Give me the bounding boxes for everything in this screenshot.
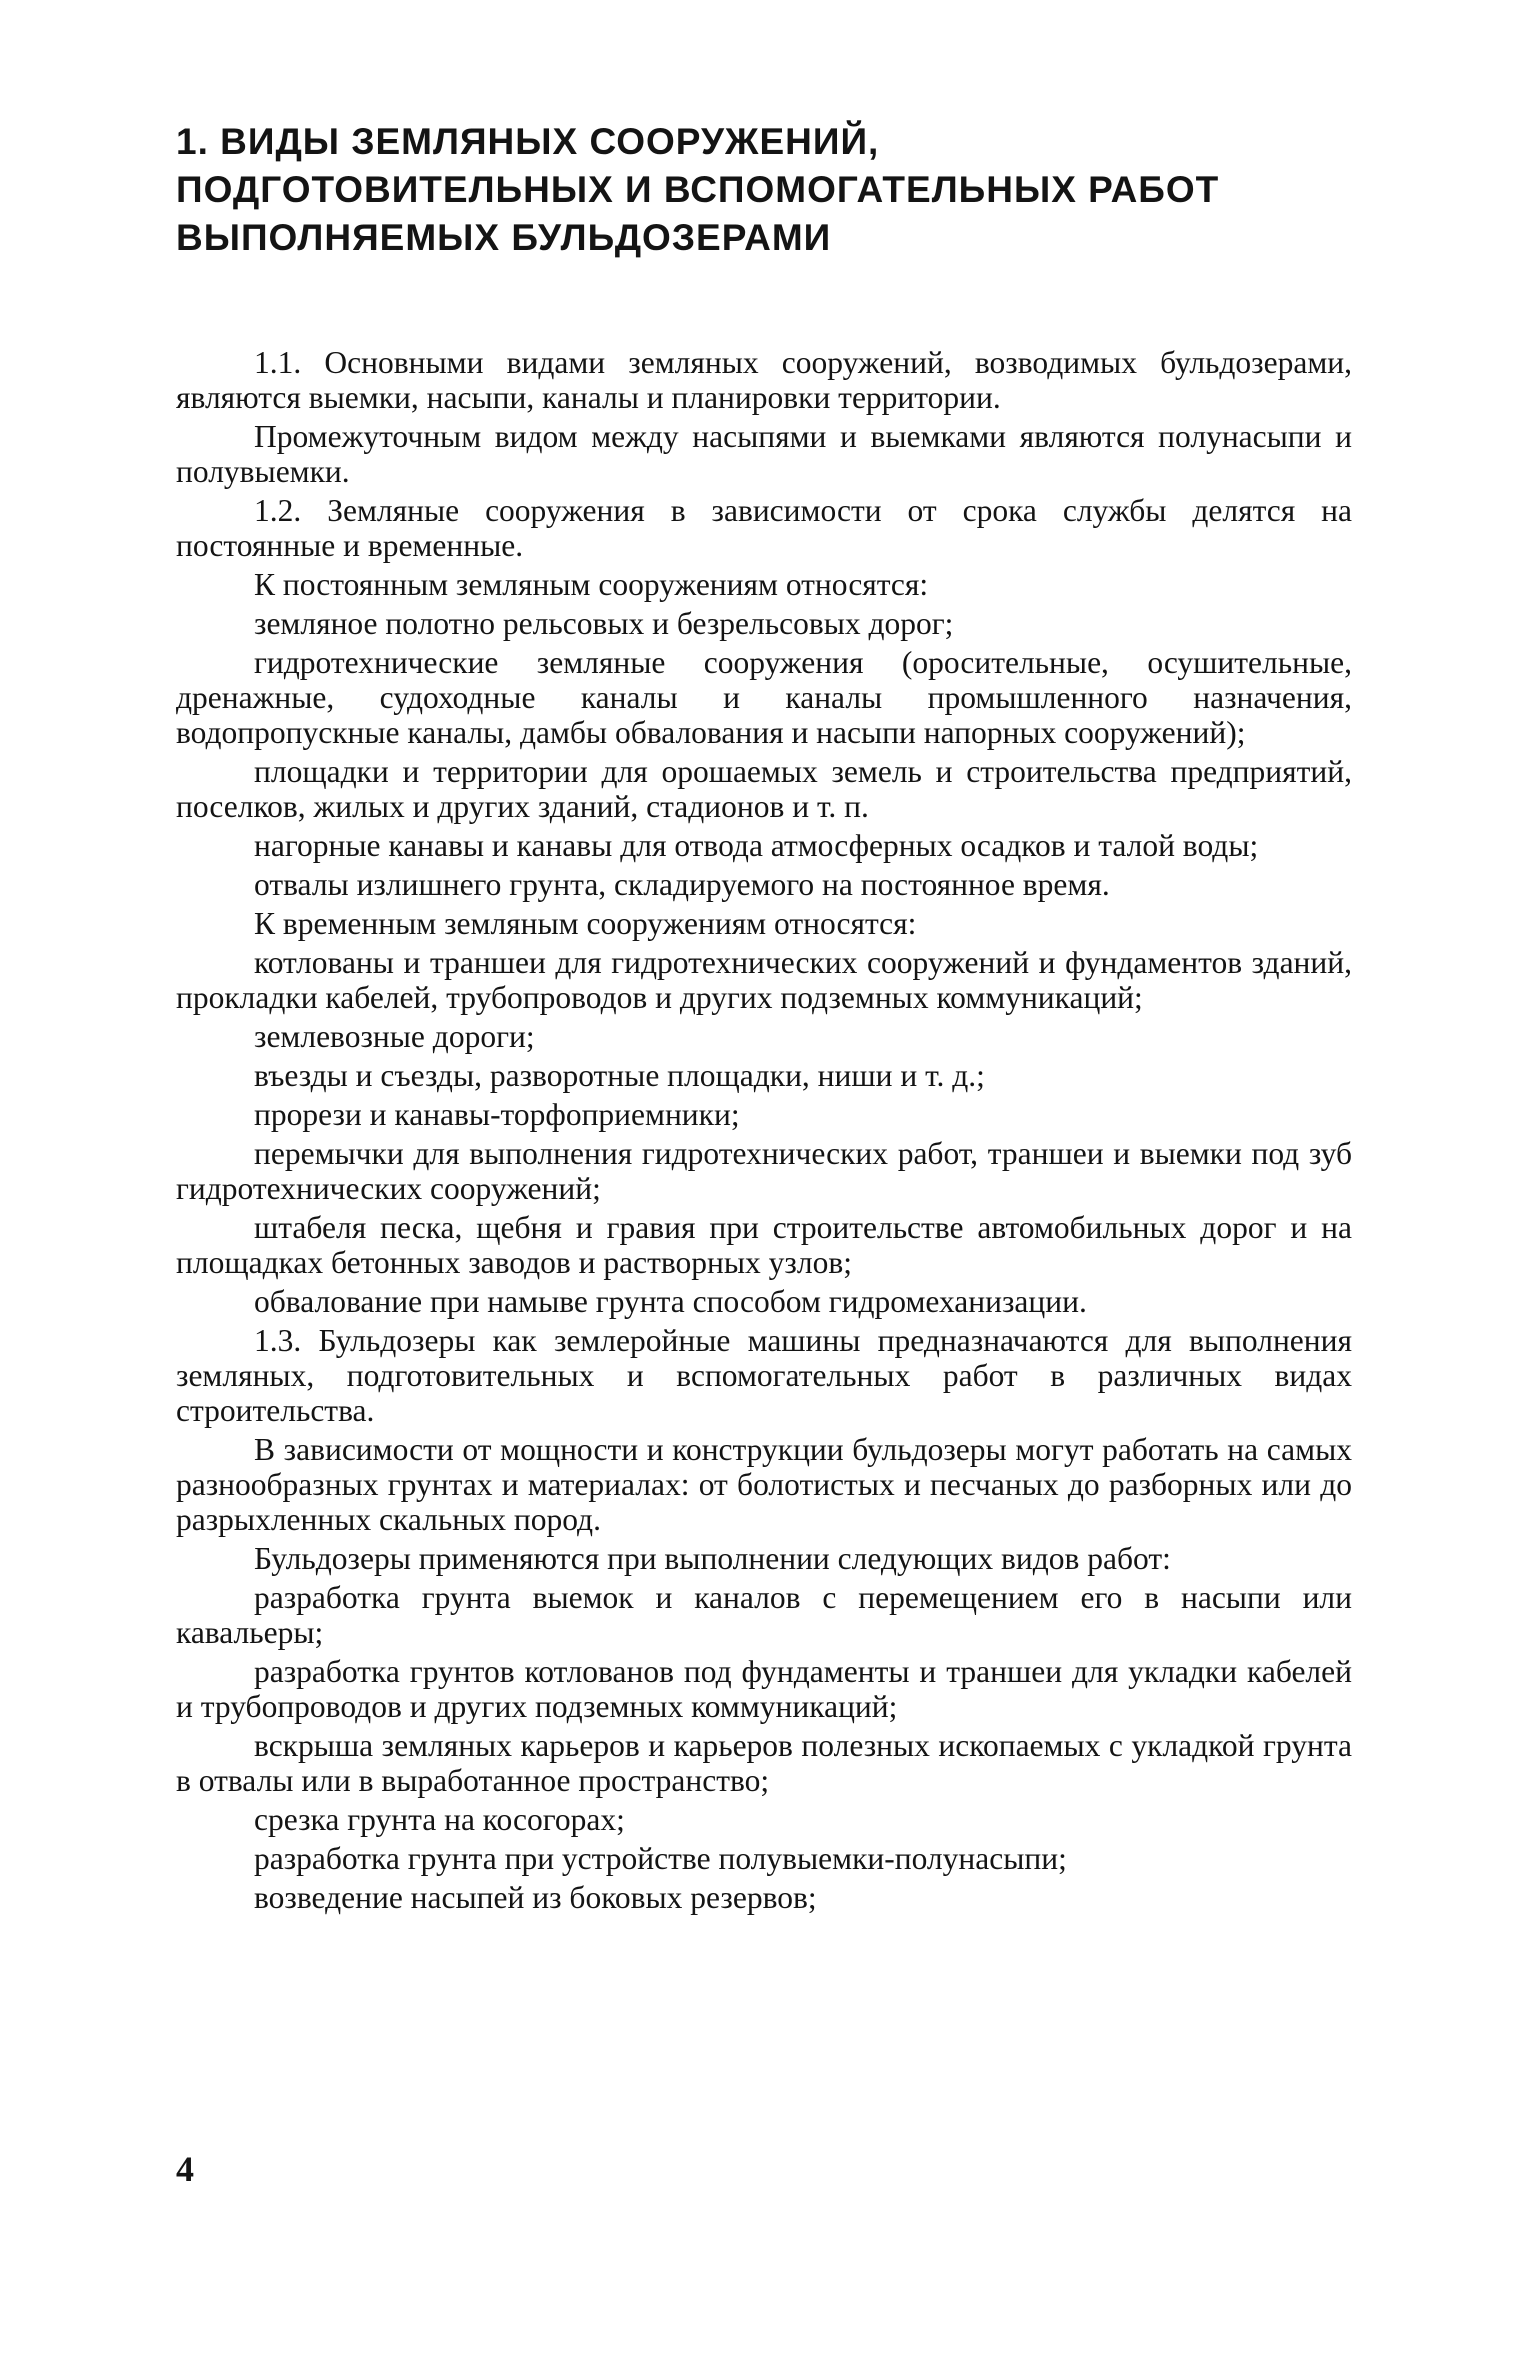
- list-item: обвалование при намыве грунта способом гидромеханизации.: [254, 1284, 1087, 1319]
- paragraph-1-1: 1.1. Основными видами земляных сооружений, возводимых бульдозерами, являются выемки, насыпи, каналы и планировки территории.: [176, 345, 1352, 415]
- list-item: котлованы и траншеи для гидротехнических сооружений и фундаментов зданий, прокладки кабелей, трубопроводов и других подземных коммуникаций;: [176, 945, 1352, 1015]
- list-item: гидротехнические земляные сооружения (оросительные, осушительные, дренажные, судоходные каналы и каналы промышленного назначения, водопропускные каналы, дамбы обвалования и насыпи напорных сооружений);: [176, 645, 1352, 750]
- list-item: землевозные дороги;: [254, 1019, 535, 1054]
- heading-line-3: ВЫПОЛНЯЕМЫХ БУЛЬДОЗЕРАМИ: [176, 217, 832, 258]
- list-item: площадки и территории для орошаемых земель и строительства предприятий, поселков, жилых и других зданий, стадионов и т. п.: [176, 754, 1352, 824]
- section-heading: [176, 118, 1376, 262]
- paragraph: К временным земляным сооружениям относятся:: [254, 906, 917, 941]
- list-item: отвалы излишнего грунта, складируемого на постоянное время.: [254, 867, 1110, 902]
- list-item: нагорные канавы и канавы для отвода атмосферных осадков и талой воды;: [254, 828, 1259, 863]
- paragraph: В зависимости от мощности и конструкции бульдозеры могут работать на самых разнообразных грунтах и материалах: от болотистых и песчаных до разборных или до разрыхленных скальных пород.: [176, 1432, 1352, 1537]
- body-text: [176, 345, 1352, 1919]
- list-item: въезды и съезды, разворотные площадки, ниши и т. д.;: [254, 1058, 985, 1093]
- paragraph-1-2: 1.2. Земляные сооружения в зависимости от срока службы делятся на постоянные и временные.: [176, 493, 1352, 563]
- list-item: перемычки для выполнения гидротехнических работ, траншеи и выемки под зуб гидротехнических сооружений;: [176, 1136, 1352, 1206]
- list-item: разработка грунта при устройстве полувыемки-полунасыпи;: [254, 1841, 1067, 1876]
- list-item: разработка грунтов котлованов под фундаменты и траншеи для укладки кабелей и трубопроводов и других подземных коммуникаций;: [176, 1654, 1352, 1724]
- list-item: срезка грунта на косогорах;: [254, 1802, 625, 1837]
- paragraph-1-3: 1.3. Бульдозеры как землеройные машины предназначаются для выполнения земляных, подготовительных и вспомогательных работ в различных видах строительства.: [176, 1323, 1352, 1428]
- paragraph: К постоянным земляным сооружениям относятся:: [254, 567, 929, 602]
- list-item: земляное полотно рельсовых и безрельсовых дорог;: [254, 606, 954, 641]
- list-item: разработка грунта выемок и каналов с перемещением его в насыпи или кавальеры;: [176, 1580, 1352, 1650]
- list-item: прорези и канавы-торфоприемники;: [254, 1097, 740, 1132]
- heading-line-2: ПОДГОТОВИТЕЛЬНЫХ И ВСПОМОГАТЕЛЬНЫХ РАБОТ: [176, 169, 1220, 210]
- paragraph: Бульдозеры применяются при выполнении следующих видов работ:: [254, 1541, 1171, 1576]
- paragraph: Промежуточным видом между насыпями и выемками являются полунасыпи и полувыемки.: [176, 419, 1352, 489]
- heading-line-1: 1. ВИДЫ ЗЕМЛЯНЫХ СООРУЖЕНИЙ,: [176, 121, 880, 162]
- list-item: вскрыша земляных карьеров и карьеров полезных ископаемых с укладкой грунта в отвалы или в выработанное пространство;: [176, 1728, 1352, 1798]
- list-item: возведение насыпей из боковых резервов;: [254, 1880, 817, 1915]
- page-number: 4: [176, 2149, 194, 2189]
- list-item: штабеля песка, щебня и гравия при строительстве автомобильных дорог и на площадках бетонных заводов и растворных узлов;: [176, 1210, 1352, 1280]
